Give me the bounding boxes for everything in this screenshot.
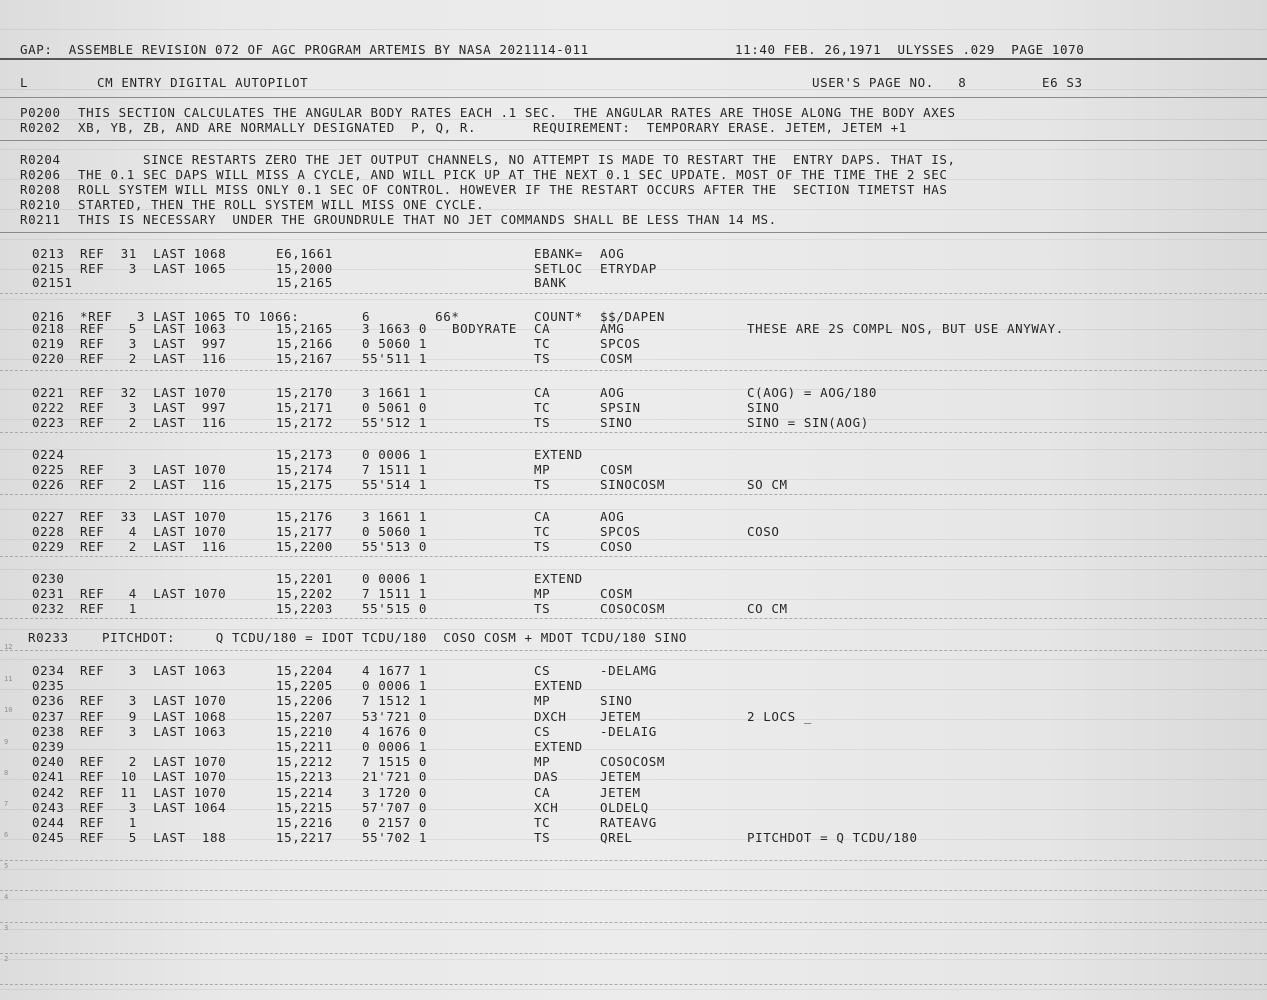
section-code: E6 S3 (1042, 75, 1083, 90)
octal-word: 3 1720 0 (362, 785, 428, 800)
comment-text: ROLL SYSTEM WILL MISS ONLY 0.1 SEC OF CONTROL. HOWEVER IF THE RESTART OCCURS AFTER THE SECTION TIMETST HAS (78, 182, 948, 197)
line-number: 0242 (32, 785, 65, 800)
rule (0, 984, 1267, 985)
line-number: 0236 (32, 693, 65, 708)
comment-text: STARTED, THEN THE ROLL SYSTEM WILL MISS ONE CYCLE. (78, 197, 485, 212)
address: 15,2217 (276, 830, 333, 845)
reference-info: REF 4 LAST 1070 (80, 524, 227, 539)
comment: 2 LOCS _ (747, 709, 813, 724)
operand: COSOCOSM (600, 601, 666, 616)
opcode: SETLOC (534, 261, 583, 276)
operand: SPCOS (600, 524, 641, 539)
line-number: R0208 (20, 182, 61, 197)
code-line (0, 400, 1267, 415)
reference-info: REF 3 LAST 1063 (80, 724, 227, 739)
rule (0, 494, 1267, 495)
operand: AOG (600, 509, 625, 524)
octal-word: 3 1661 1 (362, 509, 428, 524)
opcode: MP (534, 693, 551, 708)
address: E6,1661 (276, 246, 333, 261)
address: 15,2176 (276, 509, 333, 524)
comment: SINO (747, 400, 780, 415)
opcode: EXTEND (534, 678, 583, 693)
reference-info: REF 2 LAST 116 (80, 539, 227, 554)
octal-word: 55'512 1 (362, 415, 428, 430)
rule (0, 890, 1267, 891)
rule (0, 432, 1267, 433)
margin-mark: 4 (4, 893, 9, 901)
line-number: 0239 (32, 739, 65, 754)
rule (0, 58, 1267, 60)
comment: CO CM (747, 601, 788, 616)
code-line (0, 586, 1267, 601)
opcode: TS (534, 830, 551, 845)
address: 15,2171 (276, 400, 333, 415)
code-line (0, 754, 1267, 769)
address: 15,2170 (276, 385, 333, 400)
line-number: 0238 (32, 724, 65, 739)
reference-info: REF 2 LAST 116 (80, 415, 227, 430)
margin-mark: 12 (4, 643, 13, 651)
line-number: 0232 (32, 601, 65, 616)
opcode: TS (534, 477, 551, 492)
octal-word: 3 1661 1 (362, 385, 428, 400)
line-number: 0223 (32, 415, 65, 430)
margin-mark: 3 (4, 924, 9, 932)
code-line (0, 351, 1267, 366)
code-line (0, 785, 1267, 800)
octal-word: 53'721 0 (362, 709, 428, 724)
address: 15,2206 (276, 693, 333, 708)
operand: SINOCOSM (600, 477, 666, 492)
comment-line (0, 182, 1267, 197)
octal-word: 4 1677 1 (362, 663, 428, 678)
comment-text: THE 0.1 SEC DAPS WILL MISS A CYCLE, AND WILL PICK UP AT THE NEXT 0.1 SEC UPDATE. MOST OF THE TIME THE 2 SEC (78, 167, 948, 182)
reference-info: REF 4 LAST 1070 (80, 586, 227, 601)
line-number: 0225 (32, 462, 65, 477)
line-number: 0219 (32, 336, 65, 351)
comment: PITCHDOT = Q TCDU/180 (747, 830, 918, 845)
header-date-page: 11:40 FEB. 26,1971 ULYSSES .029 PAGE 1070 (735, 42, 1085, 57)
octal-word: 0 0006 1 (362, 571, 428, 586)
operand: JETEM (600, 709, 641, 724)
address: 15,2166 (276, 336, 333, 351)
line-number: 0229 (32, 539, 65, 554)
opcode: TS (534, 539, 551, 554)
reference-info: *REF 3 LAST 1065 TO 1066: (80, 309, 300, 324)
address: 15,2000 (276, 261, 333, 276)
comment: SINO = SIN(AOG) (747, 415, 869, 430)
operand: AMG (600, 321, 625, 336)
line-number: R0202 (20, 120, 61, 135)
code-line (0, 571, 1267, 586)
line-number: 0235 (32, 678, 65, 693)
operand: OLDELQ (600, 800, 649, 815)
opcode: DAS (534, 769, 559, 784)
code-line (0, 524, 1267, 539)
address: 15,2202 (276, 586, 333, 601)
operand: COSM (600, 351, 633, 366)
opcode: EXTEND (534, 571, 583, 586)
comment: COSO (747, 524, 780, 539)
code-line (0, 275, 1267, 290)
reference-info: REF 3 LAST 1070 (80, 693, 227, 708)
line-number: 0237 (32, 709, 65, 724)
rule (0, 922, 1267, 923)
line-number: 0240 (32, 754, 65, 769)
operand: AOG (600, 385, 625, 400)
octal-word: 0 5060 1 (362, 524, 428, 539)
reference-info: REF 3 LAST 1063 (80, 663, 227, 678)
operand: SINO (600, 415, 633, 430)
line-number: 0230 (32, 571, 65, 586)
reference-info: REF 11 LAST 1070 (80, 785, 227, 800)
reference-info: REF 2 LAST 116 (80, 477, 227, 492)
margin-mark: 2 (4, 955, 9, 963)
octal-word: 4 1676 0 (362, 724, 428, 739)
code-line (0, 724, 1267, 739)
operand: AOG (600, 246, 625, 261)
line-number: 0220 (32, 351, 65, 366)
line-number: 0222 (32, 400, 65, 415)
code-line (0, 509, 1267, 524)
reference-info: REF 10 LAST 1070 (80, 769, 227, 784)
operand: COSM (600, 462, 633, 477)
line-number: R0233 (28, 630, 69, 645)
address: 15,2210 (276, 724, 333, 739)
octal-word: 0 5060 1 (362, 336, 428, 351)
line-number: P0200 (20, 105, 61, 120)
margin-mark: 6 (4, 831, 9, 839)
opcode: CS (534, 724, 551, 739)
operand: SINO (600, 693, 633, 708)
code-line (0, 601, 1267, 616)
reference-info: REF 31 LAST 1068 (80, 246, 227, 261)
address: 15,2165 (276, 321, 333, 336)
reference-info: REF 2 LAST 1070 (80, 754, 227, 769)
margin-mark: 10 (4, 706, 13, 714)
code-line (0, 815, 1267, 830)
code-line (0, 678, 1267, 693)
reference-info: REF 3 LAST 997 (80, 400, 227, 415)
code-line (0, 769, 1267, 784)
reference-info: REF 3 LAST 1064 (80, 800, 227, 815)
address: 15,2212 (276, 754, 333, 769)
code-line (0, 336, 1267, 351)
code-line (0, 830, 1267, 845)
octal-word: 55'511 1 (362, 351, 428, 366)
opcode: BANK (534, 275, 567, 290)
address: 15,2174 (276, 462, 333, 477)
comment-line (0, 152, 1267, 167)
operand: COSO (600, 539, 633, 554)
reference-info: REF 3 LAST 1065 (80, 261, 227, 276)
symbol-label: BODYRATE (452, 321, 518, 336)
equation-line (0, 630, 1267, 645)
octal-word: 55'702 1 (362, 830, 428, 845)
operand: JETEM (600, 769, 641, 784)
octal-word: 7 1511 1 (362, 586, 428, 601)
rule (0, 140, 1267, 141)
address: 15,2201 (276, 571, 333, 586)
line-number: 0224 (32, 447, 65, 462)
line-number: 0241 (32, 769, 65, 784)
opcode: CS (534, 663, 551, 678)
address: 15,2214 (276, 785, 333, 800)
comment-line (0, 105, 1267, 120)
code-line (0, 385, 1267, 400)
code-line (0, 462, 1267, 477)
reference-info: REF 3 LAST 997 (80, 336, 227, 351)
line-number: 0244 (32, 815, 65, 830)
opcode: TS (534, 351, 551, 366)
line-number: 0245 (32, 830, 65, 845)
opcode: EXTEND (534, 447, 583, 462)
line-number: R0210 (20, 197, 61, 212)
reference-info: REF 2 LAST 116 (80, 351, 227, 366)
opcode: CA (534, 509, 551, 524)
margin-mark: 11 (4, 675, 13, 683)
opcode: CA (534, 385, 551, 400)
operand: SPSIN (600, 400, 641, 415)
reference-info: REF 5 LAST 1063 (80, 321, 227, 336)
line-number: 0218 (32, 321, 65, 336)
address: 15,2204 (276, 663, 333, 678)
comment-line (0, 167, 1267, 182)
comment-text: THIS SECTION CALCULATES THE ANGULAR BODY RATES EACH .1 SEC. THE ANGULAR RATES ARE THOSE ALONG THE BODY AXES (78, 105, 956, 120)
octal-word: 55'515 0 (362, 601, 428, 616)
reference-info: REF 1 (80, 601, 137, 616)
code-line (0, 800, 1267, 815)
rule (0, 97, 1267, 98)
line-number: R0206 (20, 167, 61, 182)
octal-word: 0 5061 0 (362, 400, 428, 415)
code-line (0, 321, 1267, 336)
operand: JETEM (600, 785, 641, 800)
rule (0, 953, 1267, 954)
operand: ETRYDAP (600, 261, 657, 276)
opcode: TC (534, 524, 551, 539)
octal-word: 7 1512 1 (362, 693, 428, 708)
address: 15,2177 (276, 524, 333, 539)
address: 15,2215 (276, 800, 333, 815)
opcode: TC (534, 336, 551, 351)
line-number: R0211 (20, 212, 61, 227)
code-line (0, 709, 1267, 724)
line-number: 0215 (32, 261, 65, 276)
comment: SO CM (747, 477, 788, 492)
margin-mark: 8 (4, 769, 9, 777)
comment-line (0, 197, 1267, 212)
octal-word: 0 2157 0 (362, 815, 428, 830)
opcode: TS (534, 601, 551, 616)
line-number: 0227 (32, 509, 65, 524)
code-line (0, 415, 1267, 430)
address: 15,2205 (276, 678, 333, 693)
rule (0, 370, 1267, 371)
margin-mark: 7 (4, 800, 9, 808)
octal-word: 7 1515 0 (362, 754, 428, 769)
code-line (0, 447, 1267, 462)
opcode: CA (534, 321, 551, 336)
equation-text: PITCHDOT: Q TCDU/180 = IDOT TCDU/180 COSO COSM + MDOT TCDU/180 SINO (102, 630, 688, 645)
code-line (0, 663, 1267, 678)
code-line (0, 739, 1267, 754)
line-number: 0231 (32, 586, 65, 601)
margin-mark: 9 (4, 738, 9, 746)
line-number: 0221 (32, 385, 65, 400)
address: 15,2216 (276, 815, 333, 830)
line-number: 0243 (32, 800, 65, 815)
octal-word: 57'707 0 (362, 800, 428, 815)
comment-text: THIS IS NECESSARY UNDER THE GROUNDRULE THAT NO JET COMMANDS SHALL BE LESS THAN 14 MS. (78, 212, 777, 227)
opcode: XCH (534, 800, 559, 815)
operand: -DELAMG (600, 663, 657, 678)
rule (0, 556, 1267, 557)
opcode: EXTEND (534, 739, 583, 754)
operand: COSM (600, 586, 633, 601)
opcode: TC (534, 400, 551, 415)
rule (0, 650, 1267, 651)
operand: QREL (600, 830, 633, 845)
octal-word: 0 0006 1 (362, 678, 428, 693)
reference-info: REF 5 LAST 188 (80, 830, 227, 845)
address: 15,2175 (276, 477, 333, 492)
rule (0, 293, 1267, 294)
octal-word: 55'514 1 (362, 477, 428, 492)
address: 15,2165 (276, 275, 333, 290)
octal-word: 0 0006 1 (362, 739, 428, 754)
comment: THESE ARE 2S COMPL NOS, BUT USE ANYWAY. (747, 321, 1064, 336)
octal-word: 21'721 0 (362, 769, 428, 784)
comment-line (0, 212, 1267, 227)
reference-info: REF 1 (80, 815, 137, 830)
octal-word: 3 1663 0 (362, 321, 428, 336)
margin-mark: 5 (4, 862, 9, 870)
reference-info: REF 3 LAST 1070 (80, 462, 227, 477)
code-line (0, 246, 1267, 261)
opcode: TC (534, 815, 551, 830)
opcode: EBANK= (534, 246, 583, 261)
operand: $$/DAPEN (600, 309, 666, 324)
subheader-tag: L (20, 75, 29, 90)
operand: COSOCOSM (600, 754, 666, 769)
rule (0, 232, 1267, 233)
code-line (0, 261, 1267, 276)
address: 15,2207 (276, 709, 333, 724)
line-number: R0204 (20, 152, 61, 167)
line-number: 02151 (32, 275, 73, 290)
address: 15,2172 (276, 415, 333, 430)
users-page-number: USER'S PAGE NO. 8 (812, 75, 967, 90)
operand: RATEAVG (600, 815, 657, 830)
comment-text: SINCE RESTARTS ZERO THE JET OUTPUT CHANNELS, NO ATTEMPT IS MADE TO RESTART THE ENTRY DAPS. THAT IS, (78, 152, 956, 167)
address: 15,2213 (276, 769, 333, 784)
opcode: COUNT* (534, 309, 583, 324)
opcode: TS (534, 415, 551, 430)
line-number: 0234 (32, 663, 65, 678)
line-number: 0216 (32, 309, 65, 324)
address: 15,2203 (276, 601, 333, 616)
rule (0, 860, 1267, 861)
operand: SPCOS (600, 336, 641, 351)
address: 15,2173 (276, 447, 333, 462)
comment-line (0, 120, 1267, 135)
reference-info: REF 9 LAST 1068 (80, 709, 227, 724)
section-title: CM ENTRY DIGITAL AUTOPILOT (97, 75, 309, 90)
address: 15,2211 (276, 739, 333, 754)
line-number: 0228 (32, 524, 65, 539)
octal-word: 0 0006 1 (362, 447, 428, 462)
opcode: MP (534, 586, 551, 601)
address: 15,2167 (276, 351, 333, 366)
header (20, 42, 1260, 57)
code-line (0, 693, 1267, 708)
reference-info: REF 33 LAST 1070 (80, 509, 227, 524)
subheader (20, 75, 1260, 90)
code-line (0, 539, 1267, 554)
header-title: GAP: ASSEMBLE REVISION 072 OF AGC PROGRAM ARTEMIS BY NASA 2021114-011 (20, 42, 589, 57)
octal-word: 7 1511 1 (362, 462, 428, 477)
code-line (0, 477, 1267, 492)
octal-word: 6 66* (362, 309, 460, 324)
opcode: MP (534, 754, 551, 769)
opcode: DXCH (534, 709, 567, 724)
line-number: 0226 (32, 477, 65, 492)
rule (0, 618, 1267, 619)
reference-info: REF 32 LAST 1070 (80, 385, 227, 400)
comment: C(AOG) = AOG/180 (747, 385, 878, 400)
address: 15,2200 (276, 539, 333, 554)
operand: -DELAIG (600, 724, 657, 739)
octal-word: 55'513 0 (362, 539, 428, 554)
comment-text: XB, YB, ZB, AND ARE NORMALLY DESIGNATED P, Q, R. REQUIREMENT: TEMPORARY ERASE. JETEM, JETEM +1 (78, 120, 907, 135)
line-number: 0213 (32, 246, 65, 261)
opcode: MP (534, 462, 551, 477)
opcode: CA (534, 785, 551, 800)
